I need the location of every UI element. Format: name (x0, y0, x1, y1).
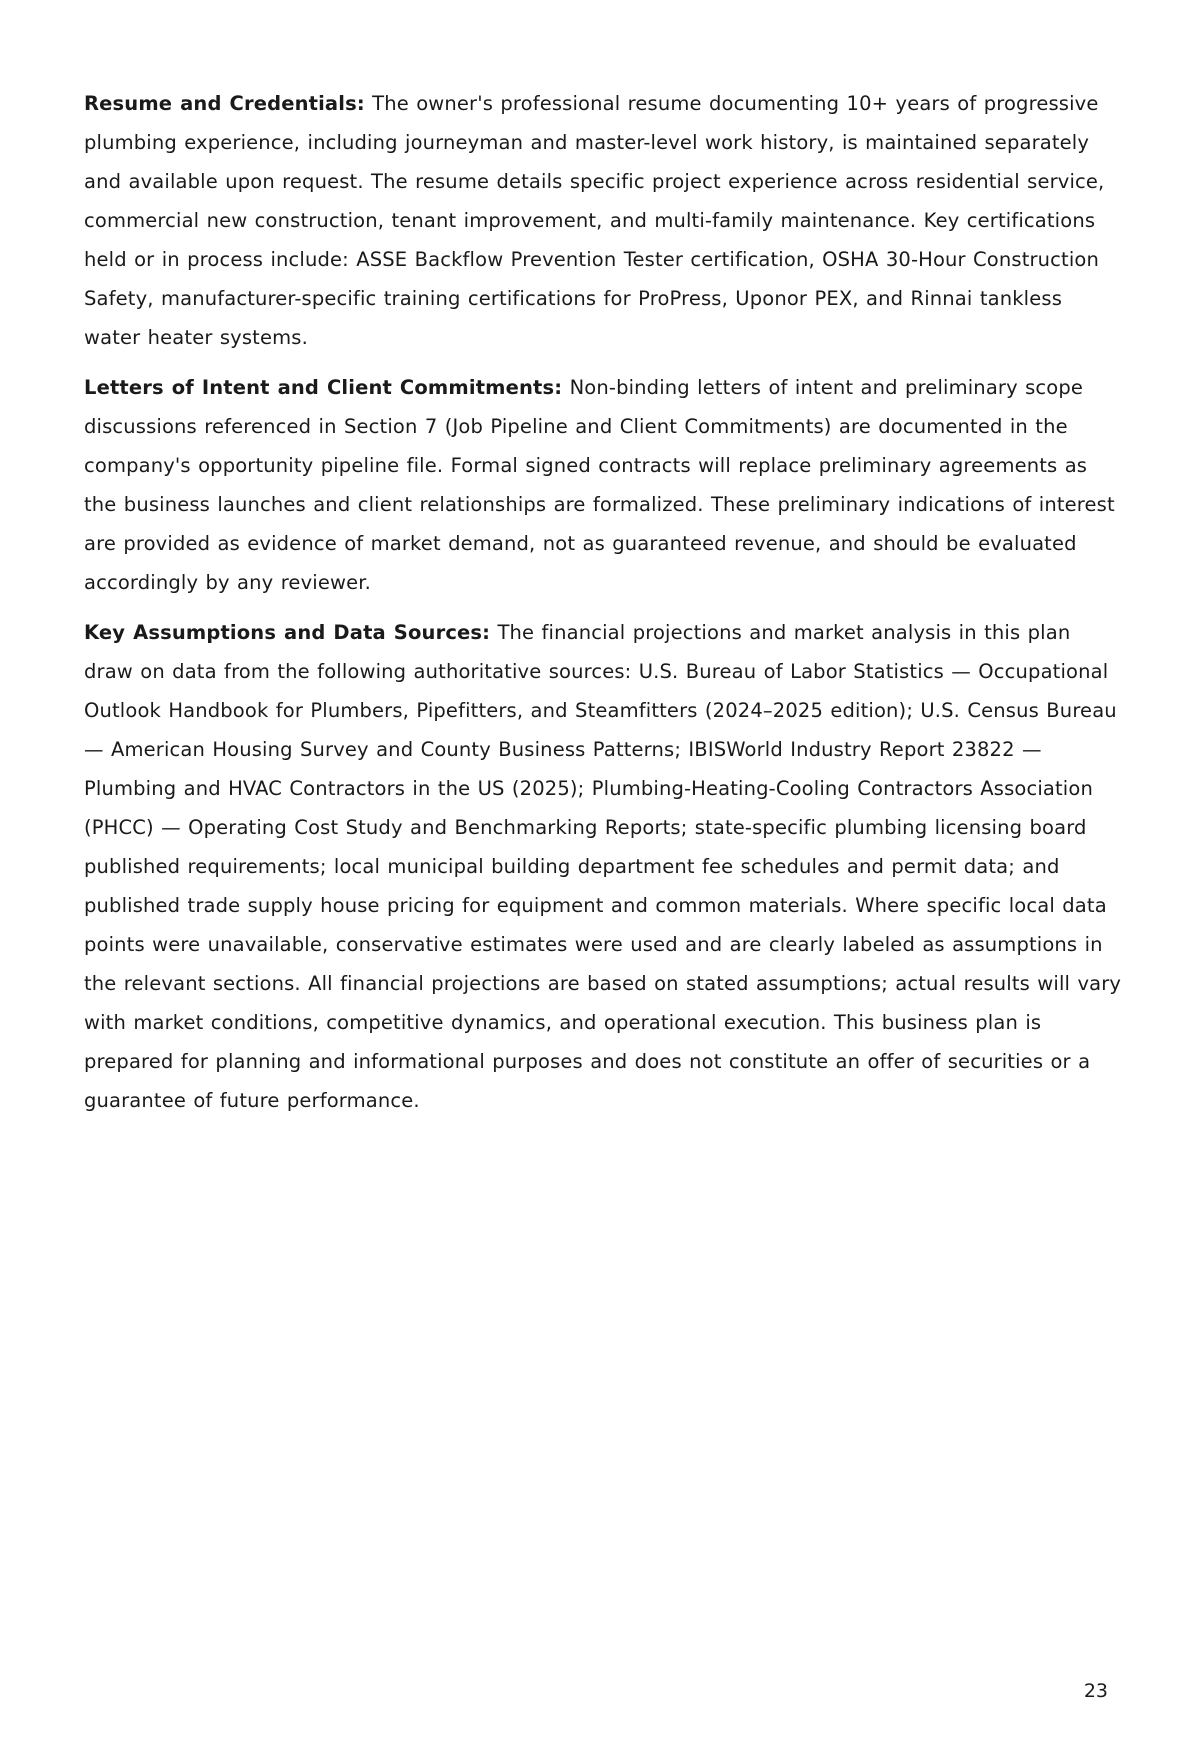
page-number: 23 (1083, 1680, 1108, 1702)
resume-credentials-heading: Resume and Credentials: (84, 92, 365, 115)
key-assumptions-heading: Key Assumptions and Data Sources: (84, 621, 491, 644)
resume-credentials-paragraph (84, 84, 1124, 357)
letters-of-intent-paragraph (84, 368, 1124, 602)
letters-of-intent-heading: Letters of Intent and Client Commitments: (84, 376, 563, 399)
key-assumptions-body: The financial projections and market analysis in this plan draw on data from the following authoritative sources: U.S. Bureau of Labor Statistics — Occupational Outlook Handbook for Plumbers, Pipefitters, and Steamfitters (2024–2025 edition); U.S. Census Bureau — American Housing Survey and County Business Patterns; IBISWorld Industry Report 23822 — Plumbing and HVAC Contractors in the US (2025); Plumbing-Heating-Cooling Contractors Association (PHCC) — Operating Cost Study and Benchmarking Reports; state-specific plumbing licensing board published requirements; local municipal building department fee schedules and permit data; and published trade supply house pricing for equipment and common materials. Where specific local data points were unavailable, conservative estimates were used and are clearly labeled as assumptions in the relevant sections. All financial projections are based on stated assumptions; actual results will vary with market conditions, competitive dynamics, and operational execution. This business plan is prepared for planning and informational purposes and does not constitute an offer of securities or a guarantee of future performance. (84, 621, 1122, 1112)
key-assumptions-paragraph (84, 613, 1124, 1120)
letters-of-intent-body: Non-binding letters of intent and preliminary scope discussions referenced in Section 7 (Job Pipeline and Client Commitments) are documented in the company's opportunity pipeline file. Formal signed contracts will replace preliminary agreements as the business launches and client relationships are formalized. These preliminary indications of interest are provided as evidence of market demand, not as guaranteed revenue, and should be evaluated accordingly by any reviewer. (84, 376, 1115, 594)
resume-credentials-body: The owner's professional resume documenting 10+ years of progressive plumbing experience, including journeyman and master-level work history, is maintained separately and available upon request. The resume details specific project experience across residential service, commercial new construction, tenant improvement, and multi-family maintenance. Key certifications held or in process include: ASSE Backflow Prevention Tester certification, OSHA 30-Hour Construction Safety, manufacturer-specific training certifications for ProPress, Uponor PEX, and Rinnai tankless water heater systems. (84, 92, 1105, 349)
document-page (84, 84, 1124, 1131)
